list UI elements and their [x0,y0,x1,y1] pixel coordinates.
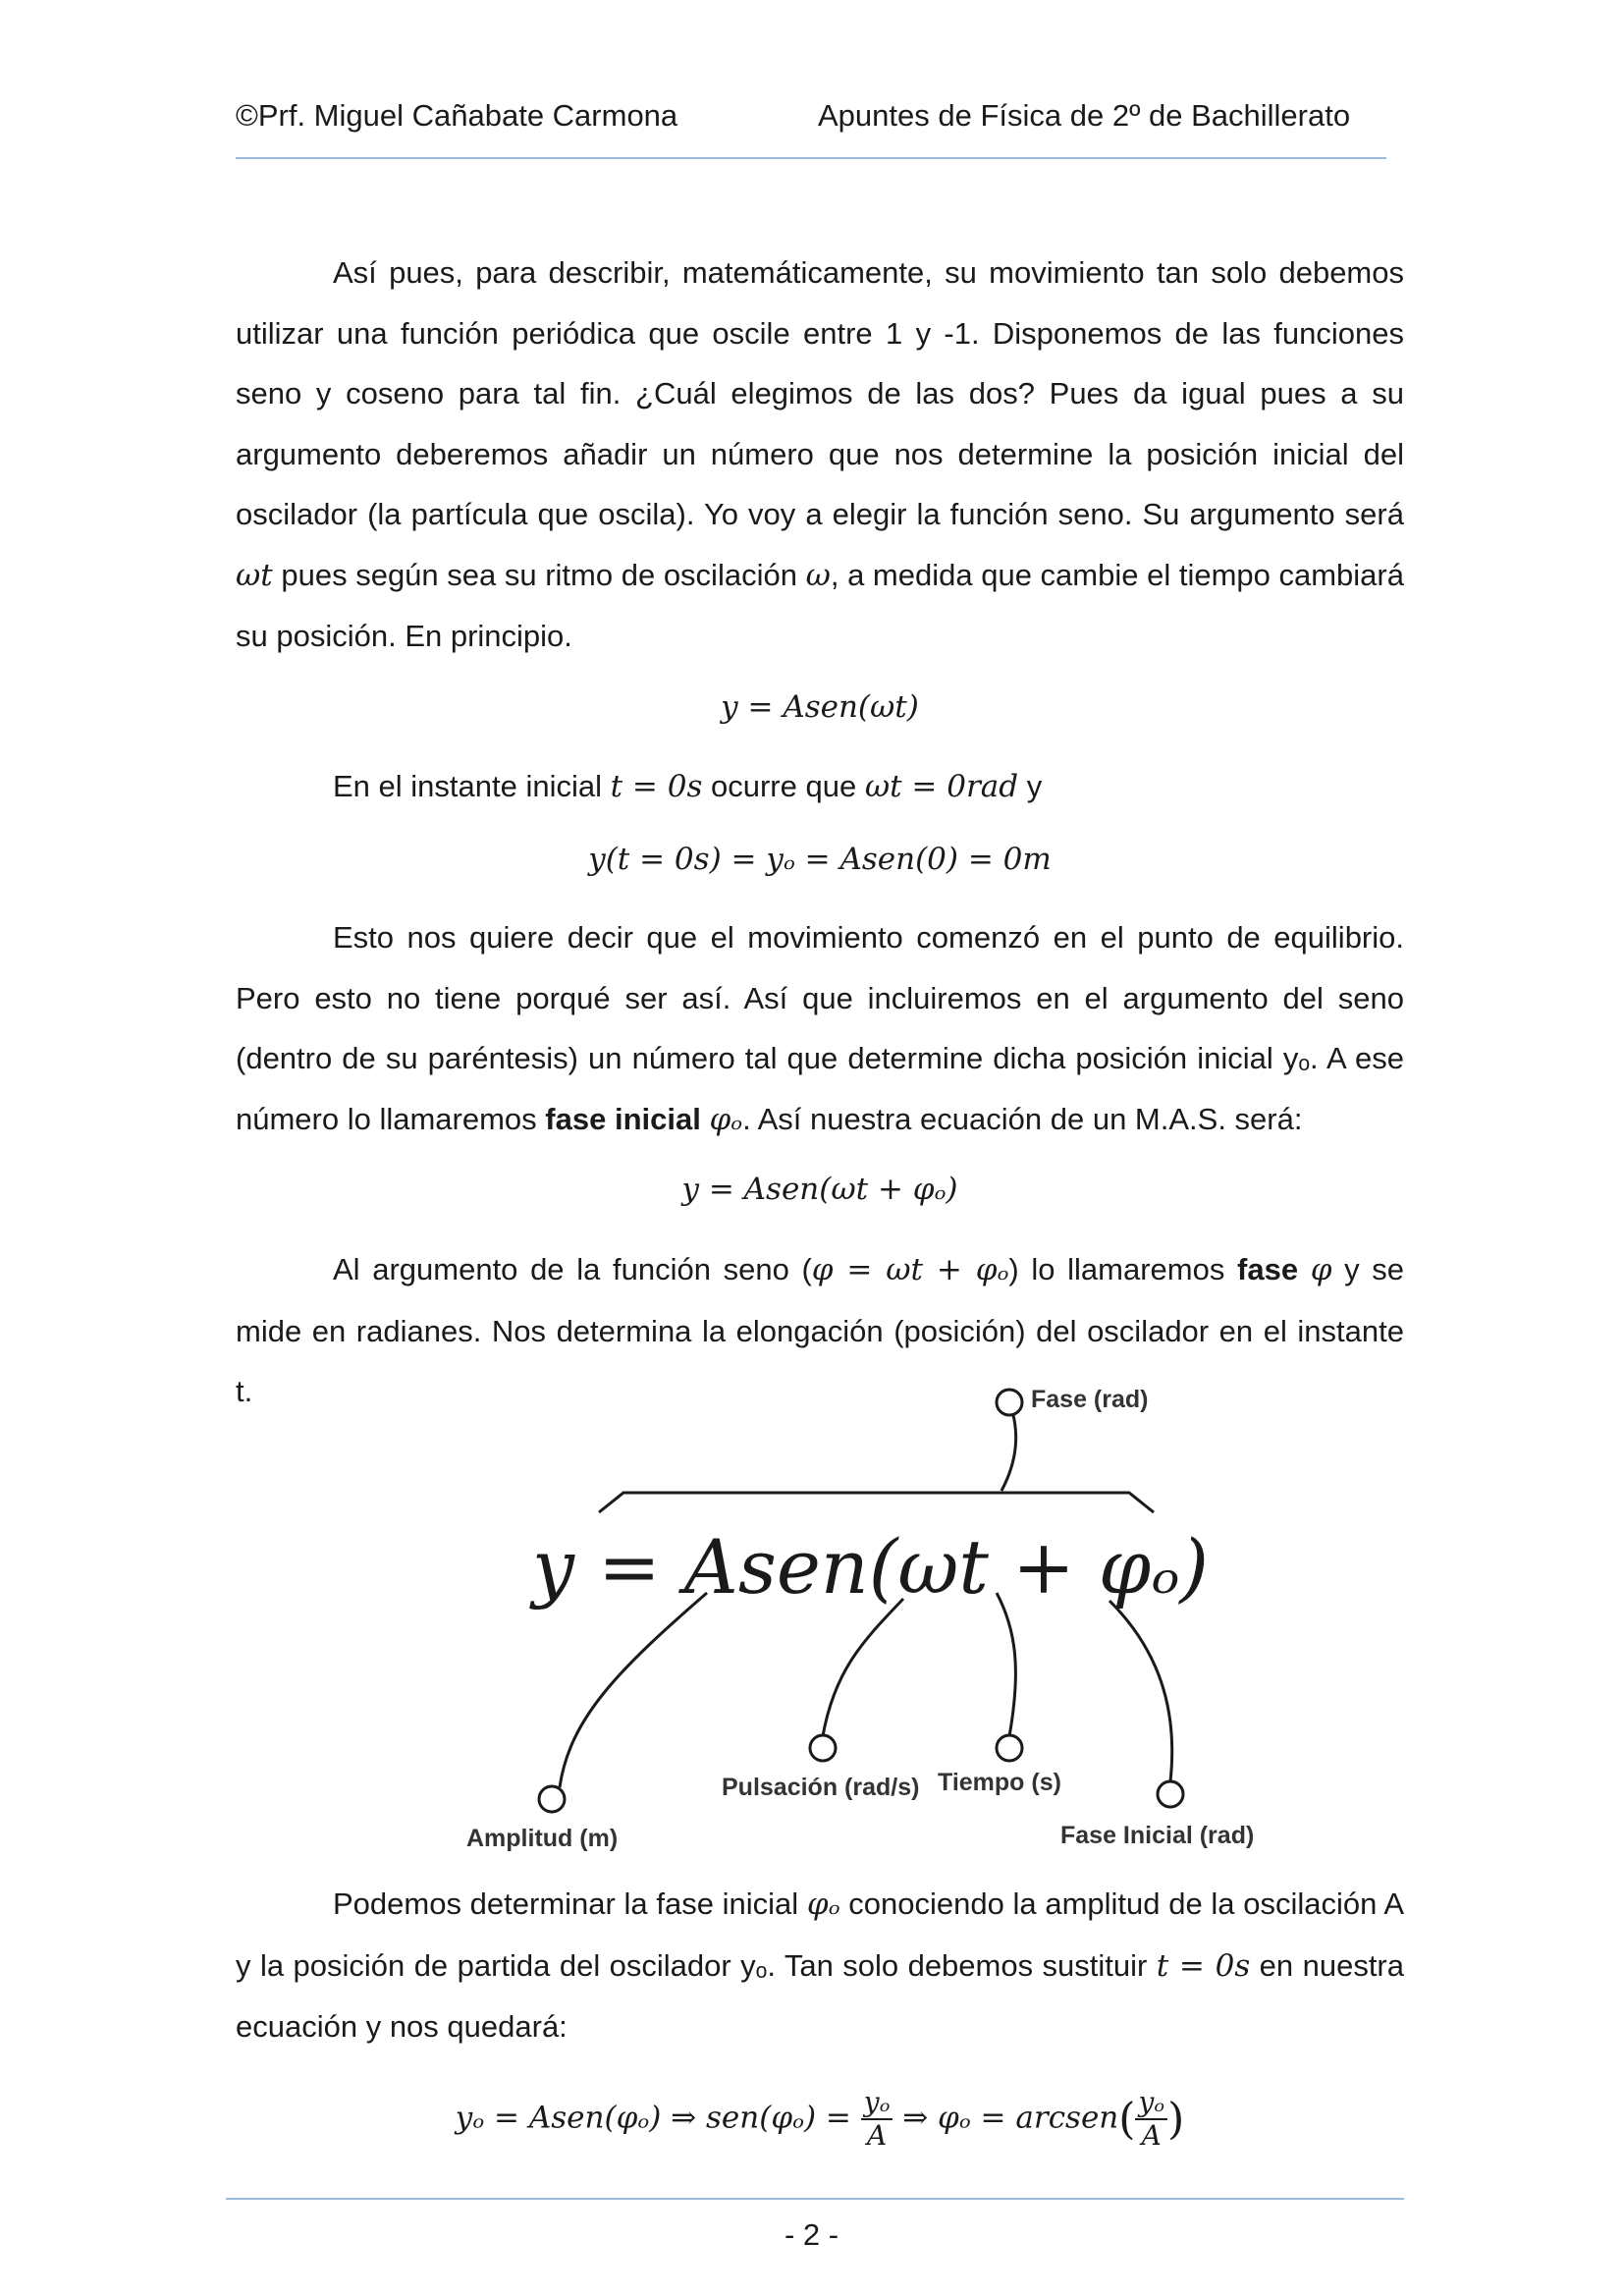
equation-phase-part2: ⇒ φₒ = arcsen [893,2100,1119,2136]
label-tiempo: Tiempo (s) [938,1769,1061,1796]
math-t-zero: t = 0s [610,769,703,804]
paragraph-phase-text-2: . Así nuestra ecuación de un M.A.S. será: [742,1101,1303,1136]
node-fase [997,1390,1022,1415]
fraction-numerator: yₒ [861,2087,893,2120]
connector-tiempo [997,1593,1015,1736]
paragraph-fase-text-1: Al argumento de la función seno ( [333,1252,812,1286]
label-pulsacion: Pulsación (rad/s) [722,1774,920,1801]
paragraph-initial-phase [236,907,1404,1150]
paragraph-initial-text-2: ocurre que [702,769,865,803]
node-fase-inicial [1158,1781,1183,1807]
phase-brace [599,1493,1154,1512]
equation-basic: y = Asen(ωt) [721,689,919,725]
footer-divider [226,2198,1404,2200]
math-phase-definition: φ = ωt + φₒ [811,1252,1009,1287]
connector-pulsacion [823,1599,903,1736]
page-header [236,98,1386,157]
node-amplitud [539,1786,565,1812]
paren-close: ) [1167,2094,1185,2145]
paragraph-calc-text-1: Podemos determinar la fase inicial [333,1886,807,1921]
label-amplitud: Amplitud (m) [466,1825,619,1852]
node-tiempo [997,1735,1022,1761]
paragraph-fase-text-2: ) lo llamaremos [1008,1252,1238,1286]
math-omega-t-zero: ωt = 0rad [864,769,1019,804]
term-fase: fase [1237,1252,1299,1286]
math-omega: ω [805,557,831,593]
fraction-numerator-2: yₒ [1135,2087,1167,2120]
node-pulsacion [810,1735,836,1761]
paragraph-fase-text-3: y se mide en radianes. Nos determina la elongación (posición) del oscilador en el instante t. [236,1252,1404,1408]
header-subject: Apuntes de Física de 2º de Bachillerato [818,98,1351,133]
header-author: ©Prf. Miguel Cañabate Carmona [236,98,678,133]
equation-diagram-svg [442,1375,1325,1866]
paragraph-phase-text-1: Esto nos quiere decir que el movimiento comenzó en el punto de equilibrio. Pero esto no tiene porqué ser así. Así que incluiremos en el argumento del seno (dentro de su paréntesis) un número tal que determine dicha posición inicial yₒ. A ese número lo llamaremos [236,920,1404,1136]
fraction-denominator-2: A [1141,2119,1162,2152]
fraction-denominator: A [866,2119,888,2152]
equation-initial-position: y(t = 0s) = yₒ = Asen(0) = 0m [588,842,1052,877]
fraction-yo-over-a-2 [1135,2087,1167,2152]
header-divider [236,157,1386,159]
paragraph-intro [236,243,1404,667]
paragraph-initial-instant [236,756,1404,818]
connector-fase-inicial [1109,1601,1172,1781]
math-t-zero-2: t = 0s [1156,1947,1251,1984]
label-fase: Fase (rad) [1031,1386,1149,1413]
page-number: - 2 - [784,2217,839,2252]
fraction-yo-over-a [861,2087,893,2152]
paragraph-calc-text-3: en nuestra ecuación y nos quedará: [236,1947,1404,2044]
paragraph-initial-phase-calc [236,1874,1404,2057]
equation-mas: y = Asen(ωt + φₒ) [681,1172,958,1207]
term-fase-inicial: fase inicial [545,1101,701,1136]
paragraph-initial-text-1: En el instante inicial [333,769,611,803]
equation-initial-phase [236,2087,1404,2152]
paragraph-calc-text-2: conociendo la amplitud de la oscilación A y la posición de partida del oscilador yₒ. Tan solo debemos sustituir [236,1886,1405,1983]
math-phi-zero: φₒ [709,1101,743,1137]
equation-diagram [442,1375,1325,1866]
diagram-equation: y = Asen(ωt + φₒ) [532,1523,1210,1611]
paragraph-initial-text-3: y [1018,769,1043,803]
paren-open: ( [1118,2094,1136,2145]
paragraph-intro-text-1: Así pues, para describir, matemáticamente, su movimiento tan solo debemos utilizar una función periódica que oscile entre 1 y -1. Disponemos de las funciones seno y coseno para tal fin. ¿Cuál elegimos de las dos? Pues da igual pues a su argumento deberemos añadir un número que nos determine la posición inicial del oscilador (la partícula que oscila). Yo voy a elegir la función seno. Su argumento será [236,255,1404,531]
paragraph-intro-text-2: pues según sea su ritmo de oscilación [272,557,806,592]
connector-amplitud [560,1593,707,1787]
label-fase-inicial: Fase Inicial (rad) [1060,1822,1255,1849]
math-phi-zero-2: φₒ [806,1886,840,1922]
equation-phase-part1: yₒ = Asen(φₒ) ⇒ sen(φₒ) = [455,2100,861,2136]
math-omega-t: ωt [236,557,273,593]
paragraph-intro-text-3: , a medida que cambie el tiempo cambiará su posición. En principio. [236,557,1404,653]
math-phi: φ [1310,1252,1332,1287]
